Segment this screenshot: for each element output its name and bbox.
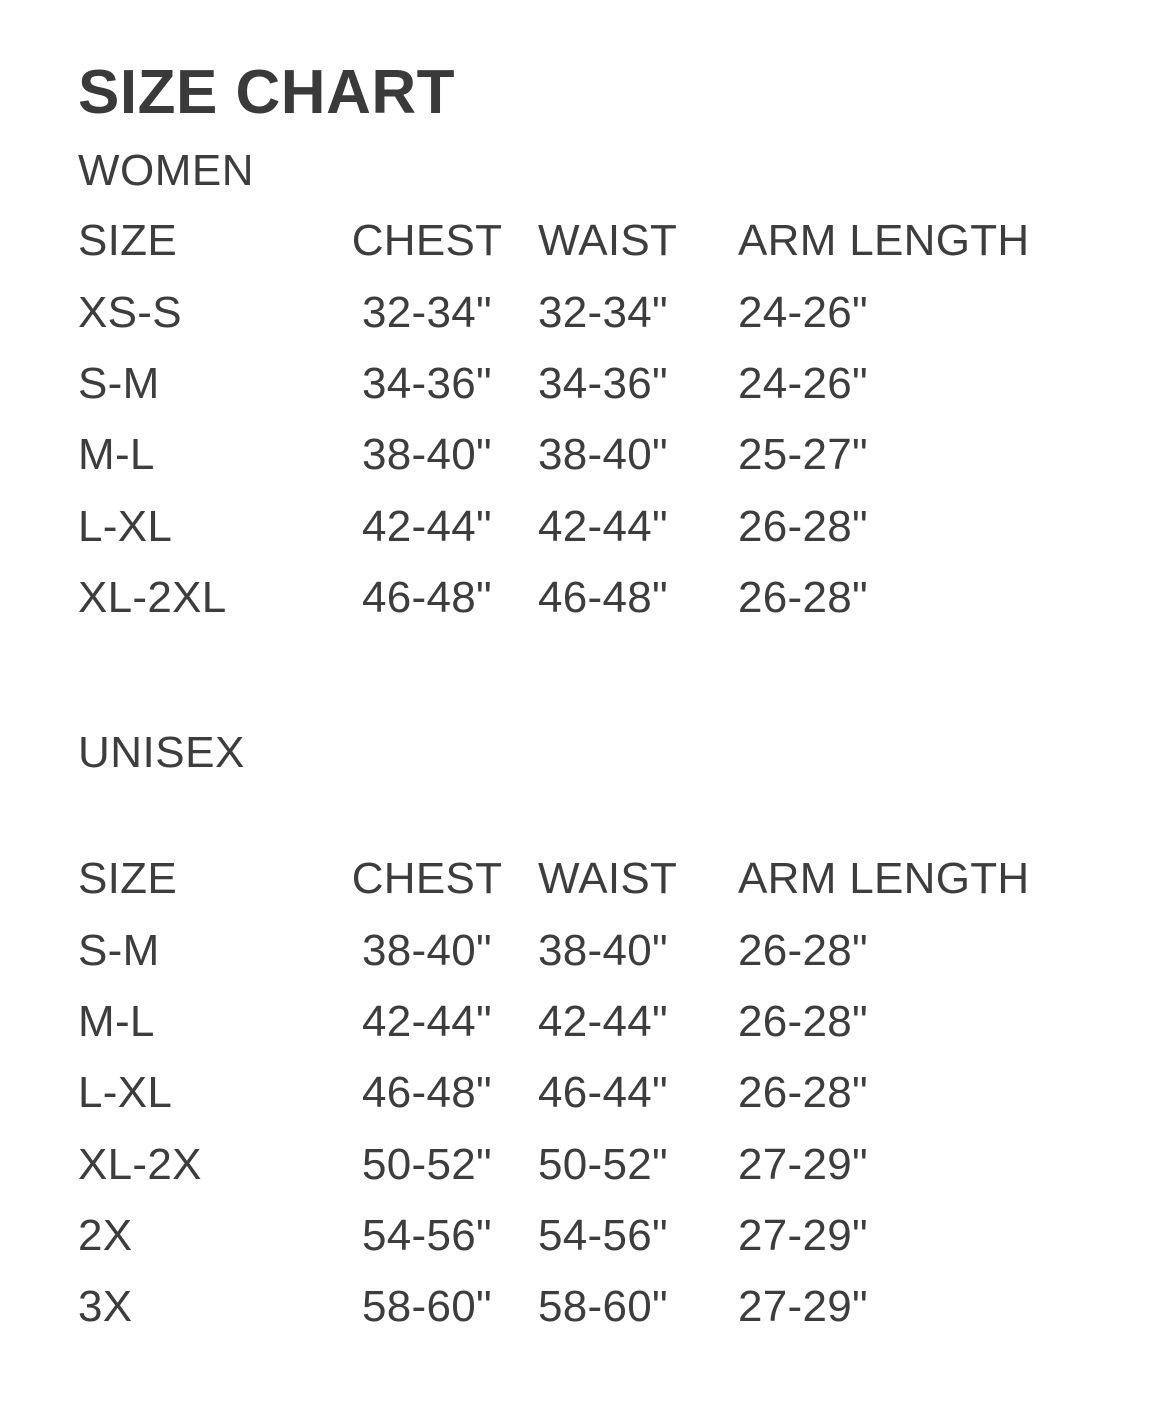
cell-size: L-XL — [78, 1068, 173, 1118]
section-label-unisex: UNISEX — [78, 728, 245, 778]
unisex-size-table — [78, 843, 1063, 1342]
cell-waist: 46-44" — [538, 1068, 668, 1118]
column-header-chest: CHEST — [351, 854, 503, 904]
cell-waist: 42-44" — [538, 501, 668, 551]
cell-arm-length: 27-29" — [738, 1139, 868, 1189]
cell-chest: 58-60" — [362, 1282, 492, 1332]
cell-waist: 38-40" — [538, 430, 668, 480]
column-header-arm-length: ARM LENGTH — [738, 216, 1030, 266]
table-header-row — [78, 843, 1063, 914]
unisex-section — [78, 729, 1159, 1342]
column-header-arm-length: ARM LENGTH — [738, 854, 1030, 904]
cell-chest: 42-44" — [362, 501, 492, 551]
cell-size: L-XL — [78, 501, 173, 551]
unisex-label-spacer — [78, 787, 1159, 843]
cell-chest: 38-40" — [362, 925, 492, 975]
cell-chest: 38-40" — [362, 430, 492, 480]
cell-waist: 58-60" — [538, 1282, 668, 1332]
cell-size: M-L — [78, 997, 155, 1046]
cell-arm-length: 24-26" — [738, 359, 868, 409]
cell-arm-length: 24-26" — [738, 287, 868, 337]
cell-waist: 32-34" — [538, 287, 668, 337]
cell-size: XL-2XL — [78, 572, 227, 622]
cell-chest: 54-56" — [362, 1210, 492, 1260]
cell-chest: 34-36" — [362, 359, 492, 409]
women-size-table — [78, 205, 1063, 633]
cell-arm-length: 27-29" — [738, 1282, 868, 1332]
cell-chest: 32-34" — [362, 287, 492, 337]
cell-chest: 46-48" — [362, 572, 492, 622]
cell-size: S-M — [78, 925, 160, 975]
table-row — [78, 419, 1063, 490]
table-row — [78, 915, 1063, 986]
column-header-size: SIZE — [78, 216, 177, 266]
section-label-women: WOMEN — [78, 146, 255, 196]
cell-arm-length: 26-28" — [738, 501, 868, 551]
table-row — [78, 1129, 1063, 1200]
table-row — [78, 491, 1063, 562]
cell-waist: 54-56" — [538, 1210, 668, 1260]
cell-waist: 50-52" — [538, 1139, 668, 1189]
cell-arm-length: 26-28" — [738, 572, 868, 622]
cell-arm-length: 25-27" — [738, 430, 868, 480]
cell-size: S-M — [78, 359, 160, 409]
cell-chest: 46-48" — [362, 1068, 492, 1118]
column-header-waist: WAIST — [538, 216, 678, 266]
table-row — [78, 348, 1063, 419]
page-title: SIZE CHART — [78, 58, 455, 127]
cell-arm-length: 26-28" — [738, 1068, 868, 1118]
column-header-chest: CHEST — [351, 216, 503, 266]
cell-chest: 50-52" — [362, 1139, 492, 1189]
table-row — [78, 1057, 1063, 1128]
cell-size: XS-S — [78, 287, 182, 337]
table-row — [78, 562, 1063, 633]
column-header-size: SIZE — [78, 854, 177, 904]
table-row — [78, 986, 1063, 1057]
table-row — [78, 1200, 1063, 1271]
cell-waist: 42-44" — [538, 997, 668, 1046]
cell-size: 3X — [78, 1282, 133, 1332]
women-section — [78, 147, 1159, 633]
section-spacer — [78, 633, 1159, 729]
column-header-waist: WAIST — [538, 854, 678, 904]
cell-waist: 34-36" — [538, 359, 668, 409]
cell-chest: 42-44" — [362, 997, 492, 1046]
cell-waist: 38-40" — [538, 925, 668, 975]
cell-arm-length: 26-28" — [738, 925, 868, 975]
cell-arm-length: 27-29" — [738, 1210, 868, 1260]
cell-waist: 46-48" — [538, 572, 668, 622]
table-row — [78, 1271, 1063, 1342]
cell-arm-length: 26-28" — [738, 997, 868, 1046]
cell-size: XL-2X — [78, 1139, 202, 1189]
cell-size: 2X — [78, 1210, 133, 1260]
table-header-row — [78, 205, 1063, 276]
table-row — [78, 277, 1063, 348]
cell-size: M-L — [78, 430, 155, 480]
